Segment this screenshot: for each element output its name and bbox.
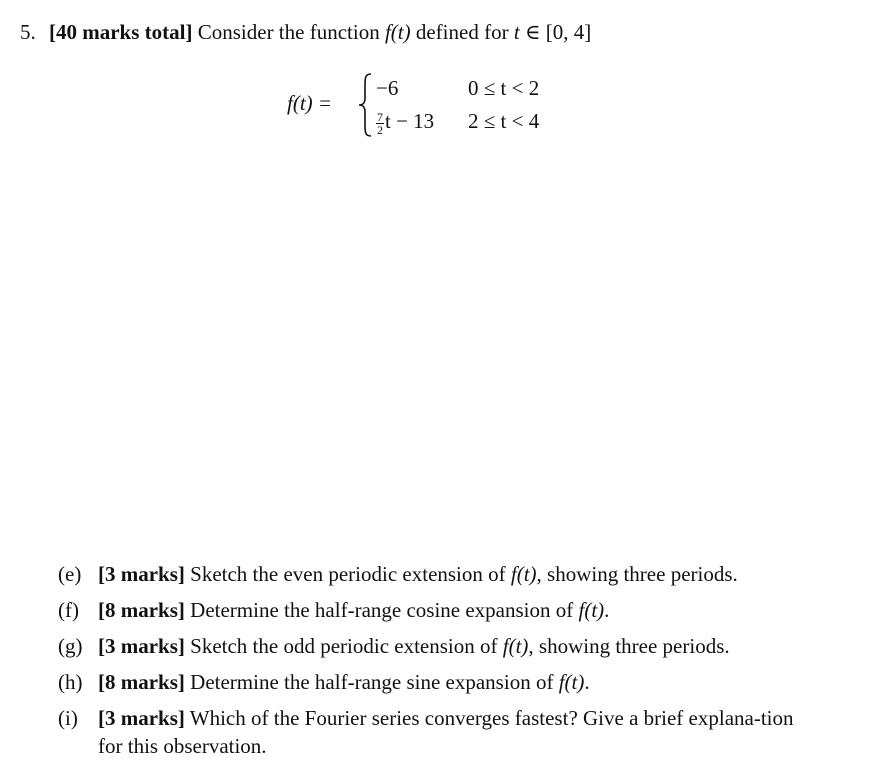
total-marks: [40 marks total]: [49, 20, 193, 44]
header-intro: Consider the function: [197, 20, 380, 44]
case1-condition: 0 ≤ t < 2: [468, 76, 540, 100]
formula-lhs: f(t) =: [287, 91, 333, 115]
part-e: [58, 560, 838, 588]
part-marks: [3 marks]: [98, 706, 185, 730]
fraction-numerator: 7: [377, 109, 383, 124]
part-i: [58, 704, 818, 760]
case1-expression: −6: [376, 76, 399, 100]
case2-expression-group: [376, 109, 434, 136]
part-text: Sketch the odd periodic extension of: [190, 634, 498, 658]
part-text: Sketch the even periodic extension of: [190, 562, 506, 586]
fraction: [376, 111, 384, 136]
part-label: (h): [58, 670, 83, 694]
part-text: Determine the half-range sine expansion of: [190, 670, 554, 694]
left-brace-icon: [357, 72, 373, 138]
function-name: f(t): [578, 598, 605, 622]
part-f: [58, 596, 838, 624]
part-text-end: , showing three periods.: [528, 634, 730, 658]
question-parts: [58, 560, 838, 768]
part-label: (f): [58, 598, 79, 622]
function-name: f(t): [510, 562, 537, 586]
part-text-end: .: [584, 670, 590, 694]
part-label: (i): [58, 706, 78, 730]
part-text: Determine the half-range cosine expansion of: [190, 598, 574, 622]
part-marks: [8 marks]: [98, 670, 185, 694]
part-label: (e): [58, 562, 82, 586]
part-text-end: , showing three periods.: [536, 562, 738, 586]
fraction-denominator: 2: [377, 122, 383, 137]
part-text-end: .: [604, 598, 610, 622]
case2-expression: t − 13: [385, 109, 435, 133]
part-h: [58, 668, 838, 696]
part-marks: [3 marks]: [98, 562, 185, 586]
function-name: f(t): [384, 20, 411, 44]
part-label: (g): [58, 634, 83, 658]
part-text: Which of the Fourier series converges fastest? Give a brief explana-tion for this observation.: [98, 706, 794, 758]
part-g: [58, 632, 838, 660]
header-defined: defined for: [415, 20, 509, 44]
variable: t: [513, 20, 520, 44]
function-name: f(t): [502, 634, 529, 658]
part-marks: [3 marks]: [98, 634, 185, 658]
question-number: 5.: [20, 20, 36, 44]
question-header: [20, 18, 591, 46]
part-marks: [8 marks]: [98, 598, 185, 622]
function-name: f(t): [558, 670, 585, 694]
case2-condition: 2 ≤ t < 4: [468, 109, 540, 133]
domain: ∈ [0, 4]: [524, 20, 592, 44]
